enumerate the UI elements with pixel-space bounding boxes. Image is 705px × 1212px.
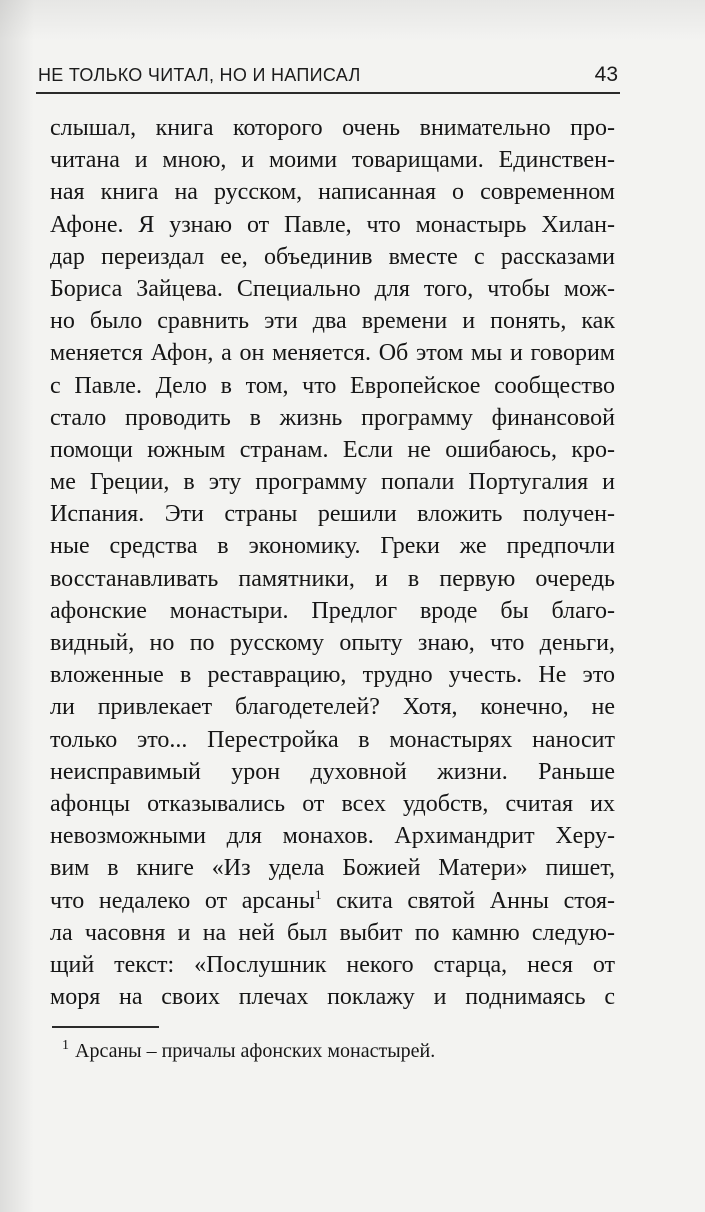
text-line: невозможными для монахов. Архимандрит Херу-: [50, 823, 615, 850]
text-line: стало проводить в жизнь программу финансовой: [50, 404, 615, 431]
text-line: Бориса Зайцева. Специально для того, чтобы мож-: [50, 275, 615, 302]
text-line: читана и мною, и моими товарищами. Единствен-: [50, 147, 615, 174]
text-line: дар переиздал ее, объединив вместе с рассказами: [50, 243, 615, 270]
text-line: ные средства в экономику. Греки же предпочли: [50, 533, 615, 560]
text-line: Испания. Эти страны решили вложить получен-: [50, 501, 615, 528]
body-text: [50, 112, 615, 1013]
text-line: моря на своих плечах поклажу и поднимаясь с: [50, 984, 615, 1011]
text-line: афонские монастыри. Предлог вроде бы благо-: [50, 597, 615, 624]
text-line-end: скита святой Анны стоя-: [321, 887, 615, 914]
text-line: помощи южным странам. Если не ошибаюсь, кро-: [50, 436, 615, 463]
header-rule: [36, 92, 620, 94]
running-title: НЕ ТОЛЬКО ЧИТАЛ, НО И НАПИСАЛ: [38, 65, 361, 85]
text-line: афонцы отказывались от всех удобств, считая их: [50, 790, 615, 817]
text-line: с Павле. Дело в том, что Европейское сообщество: [50, 372, 615, 399]
text-line: ме Греции, в эту программу попали Португалия и: [50, 469, 615, 496]
text-line-start: что недалеко от арсаны: [50, 887, 315, 914]
text-line: восстанавливать памятники, и в первую очередь: [50, 565, 615, 592]
text-line: ная книга на русском, написанная о современном: [50, 179, 615, 206]
footnote-reference: 1: [314, 886, 322, 902]
text-line: но было сравнить эти два времени и понять, как: [50, 308, 615, 335]
page-number: 43: [594, 63, 618, 86]
scan-edge-shading: [0, 0, 34, 1212]
text-line: ли привлекает благодетелей? Хотя, конечно, не: [50, 694, 615, 721]
footnote: [62, 1040, 435, 1063]
scan-top-shading: [0, 0, 705, 40]
running-header: [38, 63, 620, 89]
text-line: только это... Перестройка в монастырях наносит: [50, 726, 615, 753]
text-line: вим в книге «Из удела Божией Матери» пишет,: [50, 855, 615, 882]
text-line-with-footnote-ref: [50, 885, 615, 917]
footnote-text: Арсаны – причалы афонских монастырей.: [75, 1040, 436, 1062]
text-line: видный, но по русскому опыту знаю, что деньги,: [50, 630, 615, 656]
text-line: щий текст: «Послушник некого старца, неся от: [50, 951, 615, 978]
text-line: ла часовня и на ней был выбит по камню следую-: [50, 919, 615, 946]
text-line: вложенные в реставрацию, трудно учесть. Не это: [50, 662, 615, 689]
text-line: слышал, книга которого очень внимательно про-: [50, 115, 615, 141]
text-line: неисправимый урон духовной жизни. Раньше: [50, 758, 615, 785]
footnote-rule: [52, 1026, 159, 1028]
footnote-marker: 1: [62, 1038, 69, 1054]
text-line: меняется Афон, а он меняется. Об этом мы и говорим: [50, 340, 615, 367]
text-line: Афоне. Я узнаю от Павле, что монастырь Хилан-: [50, 211, 615, 238]
